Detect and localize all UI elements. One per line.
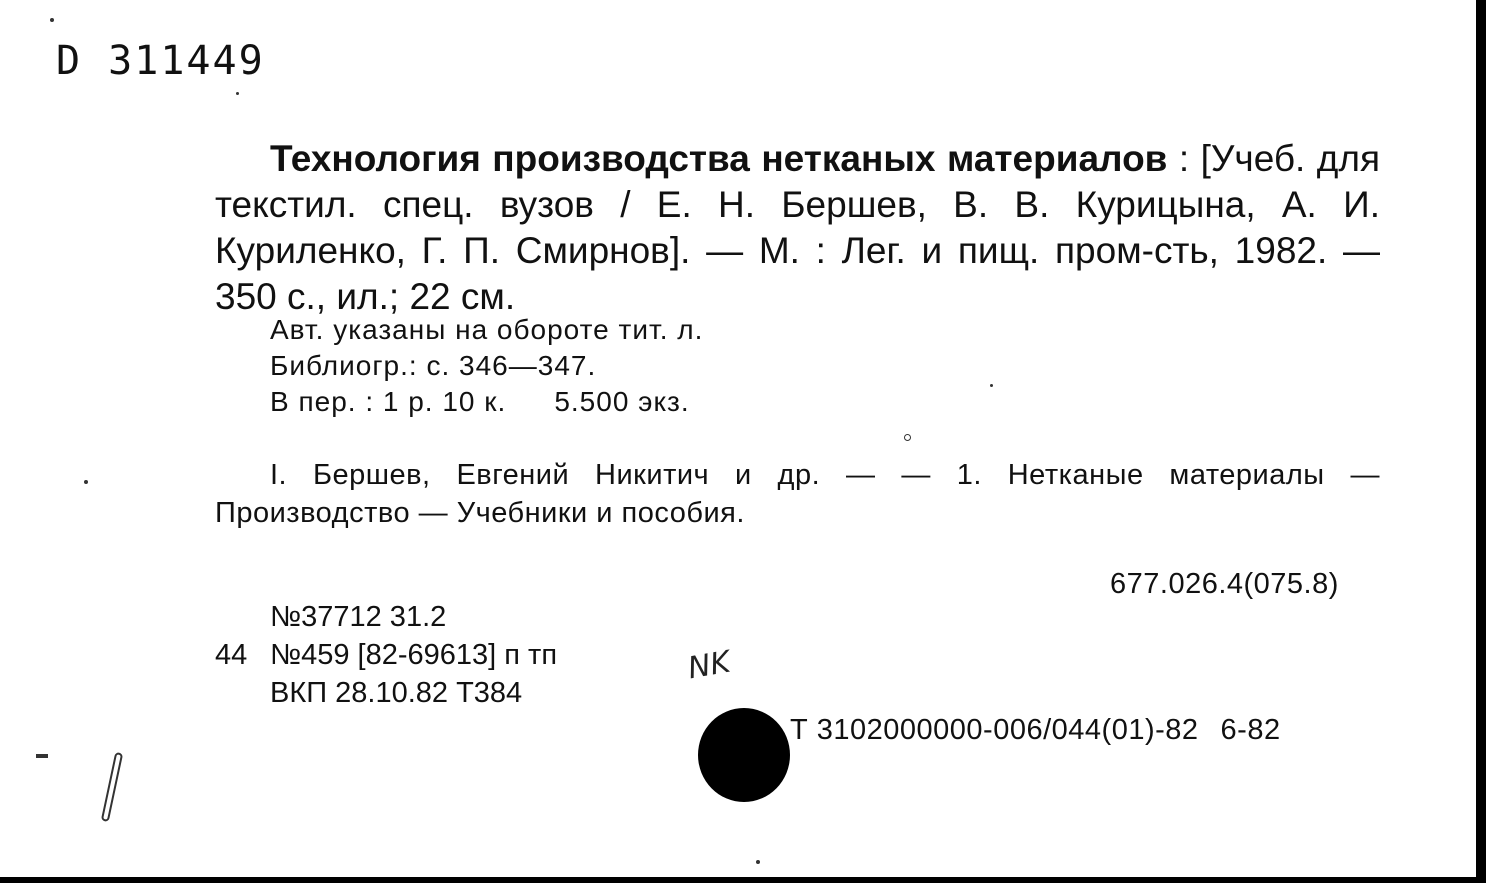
tracings [215, 456, 1380, 532]
handwritten-mark [101, 752, 123, 822]
print-code [790, 714, 1281, 747]
speck [84, 480, 88, 484]
call-number: D 311449 [56, 38, 265, 84]
print-code-date: 6-82 [1220, 714, 1281, 746]
punch-hole [698, 708, 790, 802]
bibliographic-entry [215, 136, 1380, 320]
speck [756, 860, 760, 864]
udc-classification: 677.026.4(075.8) [1110, 568, 1339, 600]
notes-block [270, 312, 703, 420]
registry-prefix: 44 [215, 639, 248, 671]
entry-description: : [Учеб. для текстил. спец. вузов / Е. Н. Бершев, В. В. Курицына, А. И. Куриленко, Г. П. Смирнов]. — М. : Лег. и пищ. пром-сть, 1982. — 350 с., ил.; 22 см. [215, 138, 1381, 317]
price-note [270, 384, 703, 420]
margin-dash-mark [36, 754, 48, 758]
speck [236, 92, 239, 95]
tracings-text: I. Бершев, Евгений Никитич и др. — — 1. Нетканые материалы — Производство — Учебники и пособия. [215, 459, 1380, 529]
speck [904, 434, 911, 441]
registry-line-1: №37712 31.2 [270, 601, 447, 633]
book-title: Технология производства нетканых материалов [270, 138, 1168, 179]
registry-line-3: ВКП 28.10.82 Т384 [270, 677, 523, 709]
copies-count: 5.500 экз. [554, 386, 690, 417]
speck [990, 384, 993, 387]
speck [50, 18, 54, 22]
authors-note: Авт. указаны на обороте тит. л. [270, 314, 704, 345]
registry-line-2: №459 [82-69613] п тп [270, 639, 558, 671]
handwritten-initials: NK [685, 644, 733, 687]
bibliography-note: Библиогр.: с. 346—347. [270, 350, 597, 381]
print-code-number: Т 3102000000-006/044(01)-82 [790, 714, 1199, 746]
price: В пер. : 1 р. 10 к. [270, 386, 507, 417]
